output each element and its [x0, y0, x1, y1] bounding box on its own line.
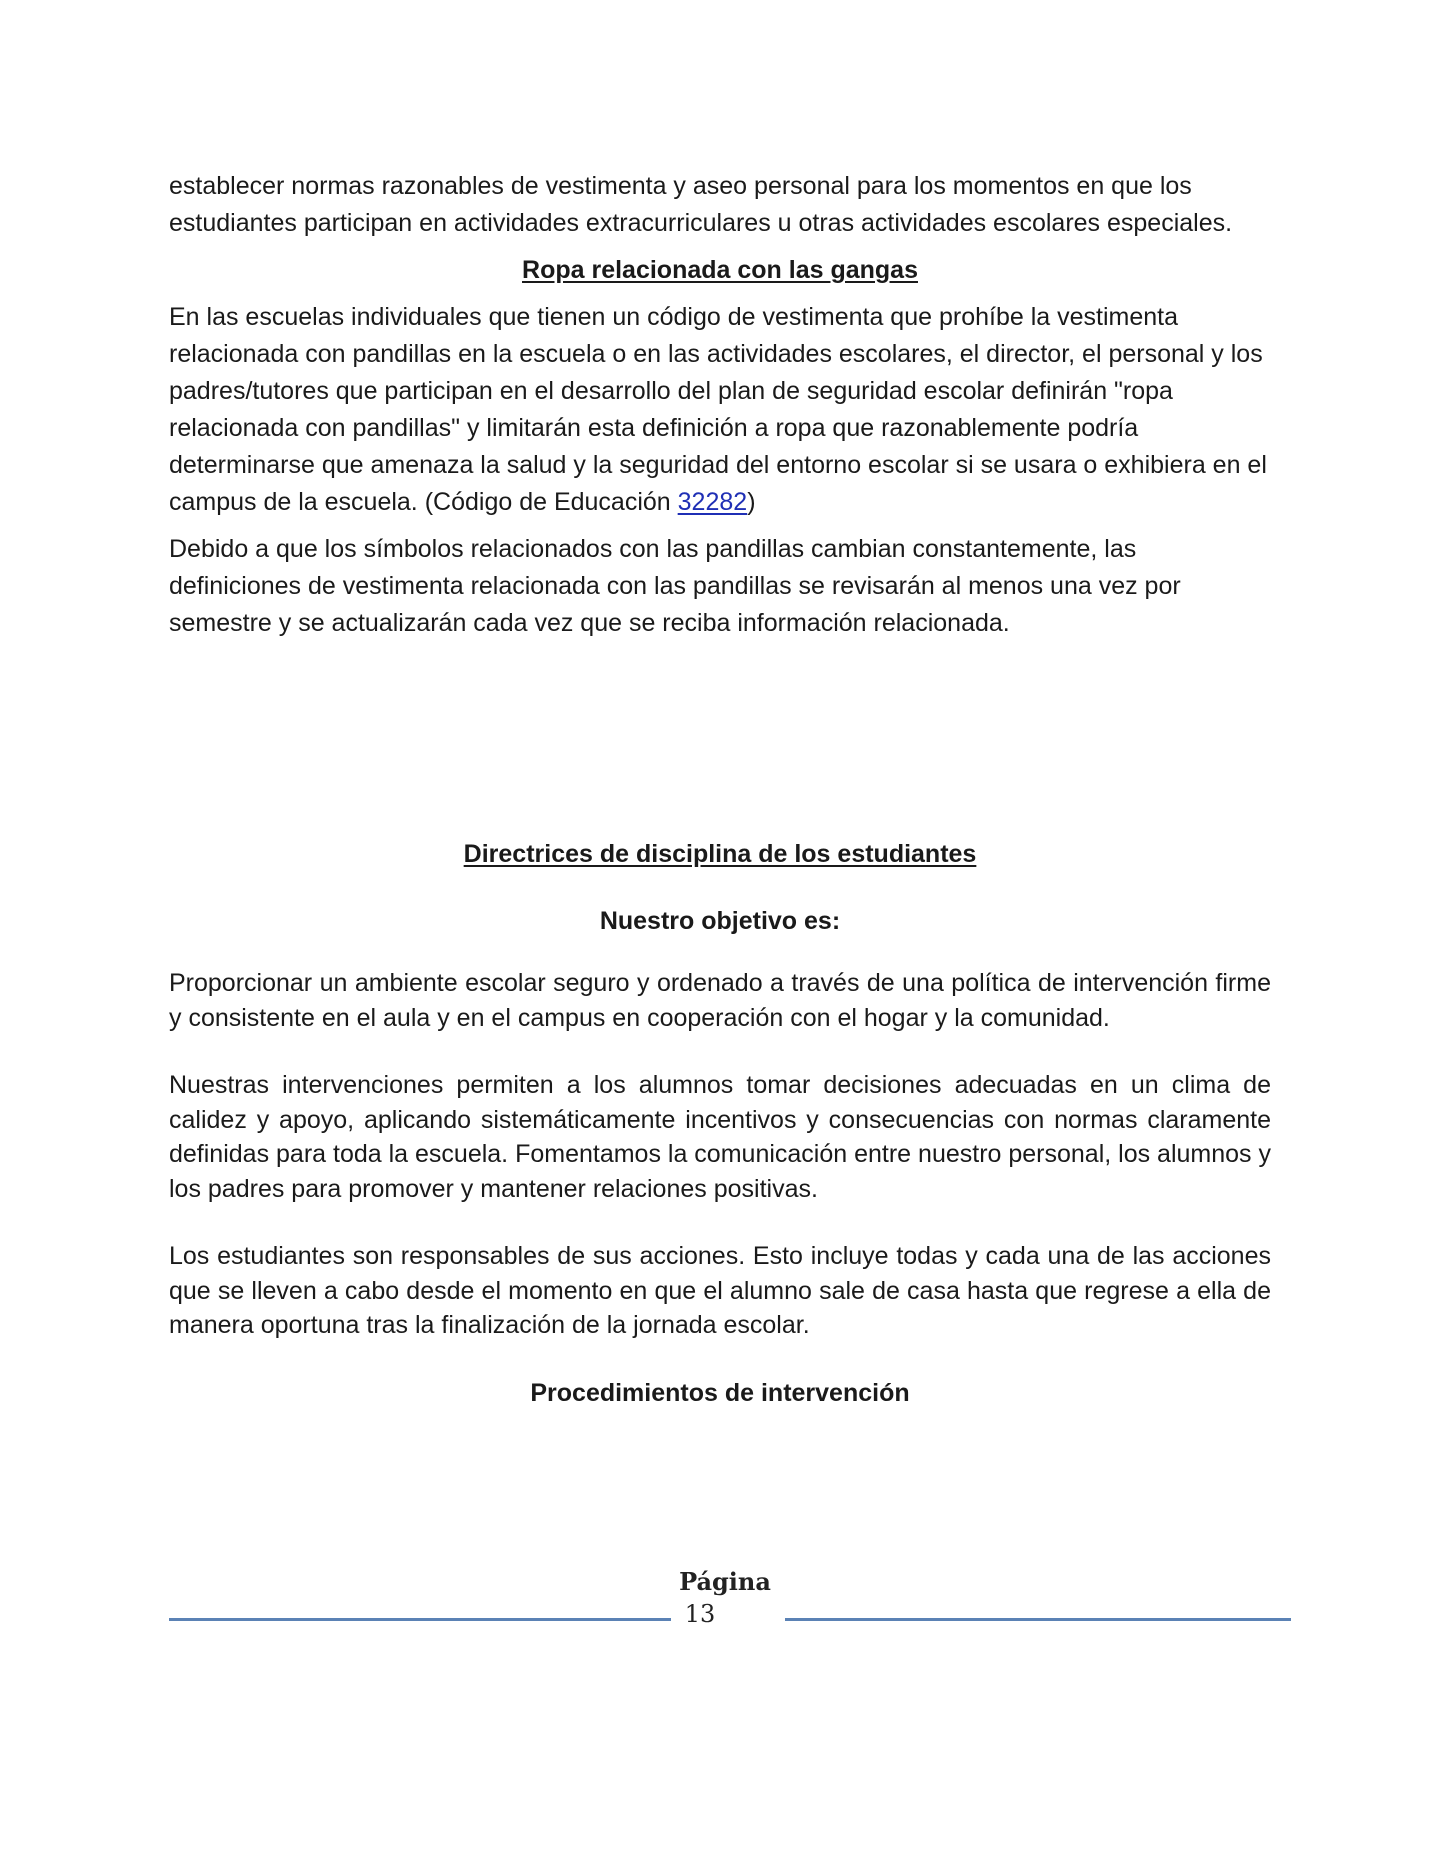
- paragraph-gang-clothing-close: ): [747, 488, 756, 516]
- paragraph-interventions: Nuestras intervenciones permiten a los alumnos tomar decisiones adecuadas en un clima de calidez y apoyo, aplicando sistemáticamente incentivos y consecuencias con normas claramente definidas para toda la escuela. Fomentamos la comunicación entre nuestro personal, los alumnos y los padres para promover y mantener relaciones positivas.: [169, 1071, 1272, 1203]
- heading-discipline-guidelines: Directrices de disciplina de los estudiantes: [463, 840, 977, 868]
- paragraph-objective: Proporcionar un ambiente escolar seguro y ordenado a través de una política de intervención firme y consistente en el aula y en el campus en cooperación con el hogar y la comunidad.: [169, 969, 1271, 1032]
- section-discipline: [169, 836, 1271, 1412]
- footer-page-number: 13: [684, 1600, 716, 1628]
- paragraph-gang-clothing-text: En las escuelas individuales que tienen un código de vestimenta que prohíbe la vestimenta relacionada con pandillas en la escuela o en las actividades escolares, el director, el personal y los padres/tutores que participan en el desarrollo del plan de seguridad escolar definirán "ropa relacionada con pandillas" y limitarán esta definición a ropa que razonablemente podría determinarse que amenaza la salud y la seguridad del entorno escolar si se usara o exhibiera en el campus de la escuela. (Código de Educación: [169, 303, 1267, 516]
- paragraph-responsibility: Los estudiantes son responsables de sus acciones. Esto incluye todas y cada una de las acciones que se lleven a cabo desde el momento en que el alumno sale de casa hasta que regrese a ella de manera oportuna tras la finalización de la jornada escolar.: [169, 1242, 1271, 1339]
- section-dress-code: [169, 168, 1271, 642]
- paragraph-dress-norms: establecer normas razonables de vestimenta y aseo personal para los momentos en que los estudiantes participan en actividades extracurriculares u otras actividades escolares especiales.: [169, 172, 1233, 237]
- heading-intervention-procedures: Procedimientos de intervención: [530, 1378, 910, 1407]
- heading-gang-clothing: Ropa relacionada con las gangas: [522, 256, 918, 284]
- paragraph-gang-symbols: Debido a que los símbolos relacionados con las pandillas cambian constantemente, las definiciones de vestimenta relacionada con las pandillas se revisarán al menos una vez por semestre y se actualizarán cada vez que se reciba información relacionada.: [169, 535, 1181, 637]
- heading-our-objective: Nuestro objetivo es:: [599, 907, 841, 935]
- footer-rule-right: [785, 1618, 1291, 1621]
- footer-rule-left: [169, 1618, 671, 1621]
- education-code-link[interactable]: 32282: [677, 488, 748, 516]
- paragraph-gang-clothing: [169, 299, 1271, 521]
- footer-page-label: Página: [679, 1567, 771, 1596]
